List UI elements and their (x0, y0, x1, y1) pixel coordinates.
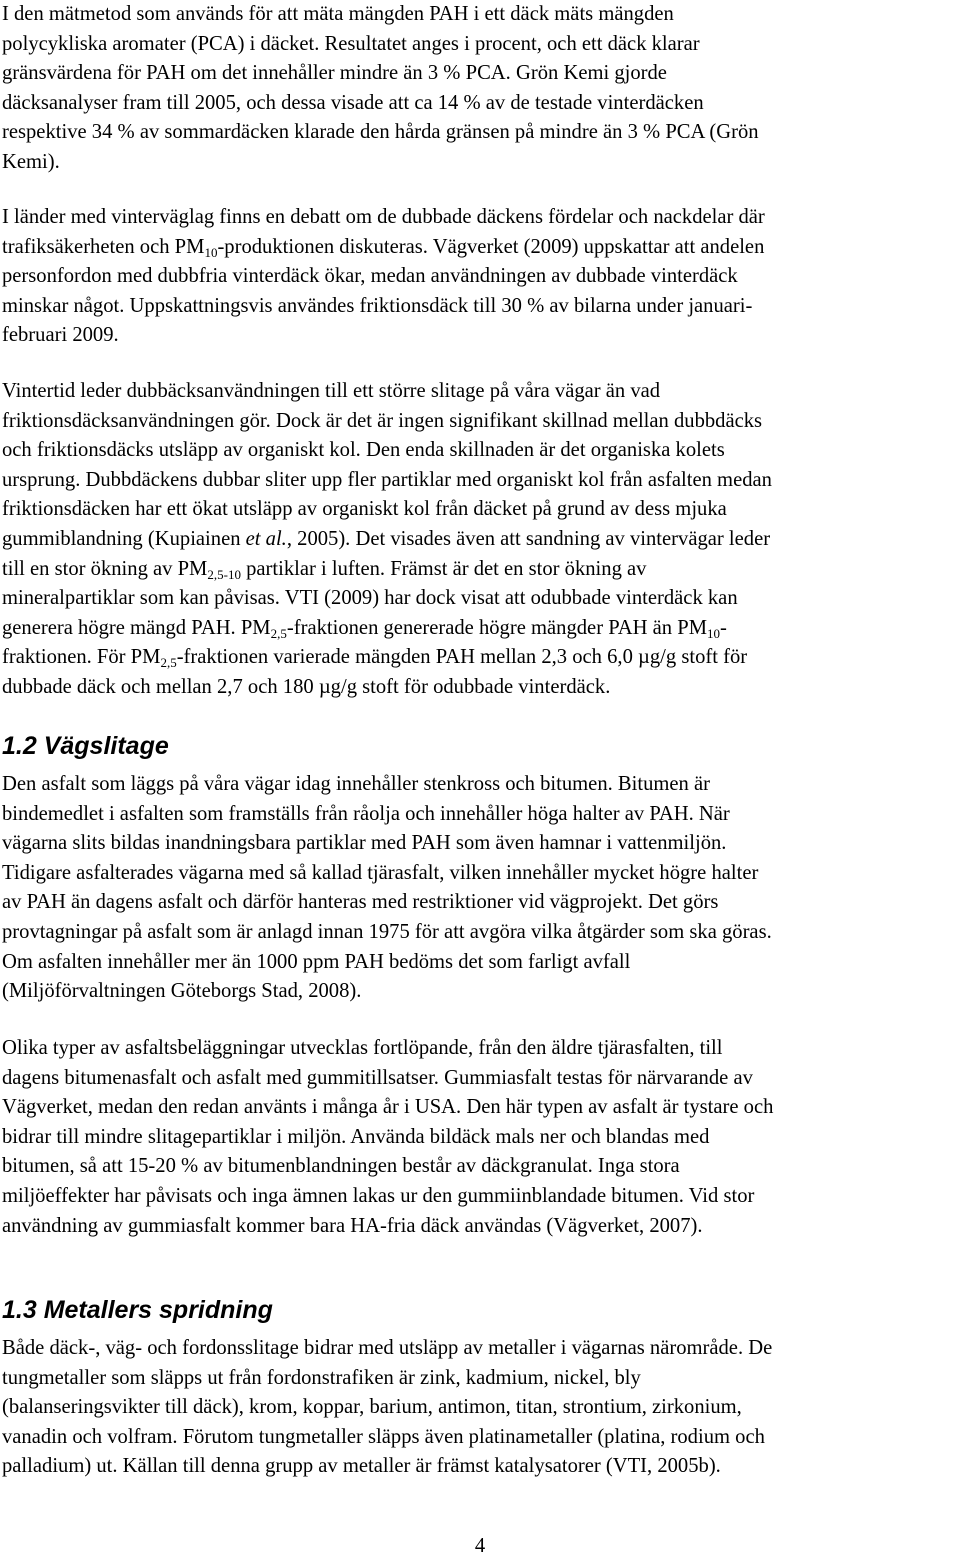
text-line: däcksanalyser fram till 2005, och dessa visade att ca 14 % av de testade vinterdäcken (2, 91, 704, 114)
text-line: användning av gummiasfalt kommer bara HA-fria däck användas (Vägverket, 2007). (2, 1214, 703, 1237)
section-heading-road-wear: 1.2 Vägslitage (2, 732, 169, 760)
text-line: (Miljöförvaltningen Göteborgs Stad, 2008). (2, 980, 362, 1003)
text-line: personfordon med dubbfria vinterdäck ökar, medan användningen av dubbade vinterdäck (2, 265, 738, 288)
italic-text: et al. (245, 527, 287, 550)
text-line: friktionsdäcken har ett ökat utsläpp av organiskt kol från däcket på grund av dess mjuka (2, 498, 727, 521)
text-line: Om asfalten innehåller mer än 1000 ppm PAH bedöms det som farligt avfall (2, 950, 631, 973)
text-segment: -fraktionen varierade mängden PAH mellan 2,3 och 6,0 µg/g stoft för (176, 646, 748, 669)
text-segment: fraktionen. För PM (2, 646, 161, 669)
paragraph-asphalt (2, 770, 958, 1007)
text-line: bitumen, så att 15-20 % av bitumenblandningen består av däckgranulat. Inga stora (2, 1155, 680, 1178)
paragraph-rubber-asphalt (2, 1034, 958, 1241)
text-line: februari 2009. (2, 324, 119, 347)
text-line: och friktionsdäcks utsläpp av organiskt kol. Den enda skillnaden är det organiska kolets (2, 439, 725, 462)
subscript: 10 (204, 244, 218, 260)
text-line: ursprung. Dubbdäckens dubbar sliter upp fler partiklar med organiskt kol från asfalten medan (2, 468, 772, 491)
text-segment: till en stor ökning av PM (2, 557, 208, 580)
text-line: Kemi). (2, 150, 60, 173)
paragraph-pah-measurement (2, 0, 958, 178)
text-line: bidrar till mindre slitagepartiklar i miljön. Använda bildäck mals ner och blandas med (2, 1125, 710, 1148)
section-heading-metals: 1.3 Metallers spridning (2, 1296, 273, 1324)
text-line (2, 643, 958, 673)
text-line: gränsvärdena för PAH om det innehåller mindre än 3 % PCA. Grön Kemi gjorde (2, 62, 667, 85)
text-line: Vägverket, medan den redan använts i många år i USA. Den här typen av asfalt är tystare och (2, 1096, 774, 1119)
page-number: 4 (474, 1535, 486, 1557)
text-segment: gummiblandning (Kupiainen (2, 527, 246, 550)
text-line: minskar något. Uppskattningsvis användes friktionsdäck till 30 % av bilarna under januari- (2, 294, 753, 317)
text-line: dubbade däck och mellan 2,7 och 180 µg/g stoft för odubbade vinterdäck. (2, 675, 611, 698)
text-line: bindemedlet i asfalten som framställs från råolja och innehåller höga halter av PAH. När (2, 802, 730, 825)
text-line: mineralpartiklar som kan påvisas. VTI (2009) har dock visat att odubbade vinterdäck kan (2, 587, 738, 610)
text-line: vanadin och volfram. Förutom tungmetaller släpps även platinametaller (platina, rodium och (2, 1425, 765, 1448)
text-line: Den asfalt som läggs på våra vägar idag innehåller stenkross och bitumen. Bitumen är (2, 773, 710, 795)
text-line: dagens bitumenasfalt och asfalt med gummitillsatser. Gummiasfalt testas för närvarande av (2, 1066, 753, 1089)
text-segment: partiklar i luften. Främst är det en stor ökning av (240, 557, 647, 580)
subscript: 2,5 (160, 655, 177, 671)
paragraph-metals-spread (2, 1334, 958, 1482)
text-line (2, 555, 958, 585)
text-line: polycykliska aromater (PCA) i däcket. Resultatet anges i procent, och ett däck klarar (2, 32, 700, 55)
text-segment: , 2005). Det visades även att sandning av vintervägar leder (286, 527, 771, 550)
text-segment: -produktionen diskuteras. Vägverket (2009) uppskattar att andelen (217, 235, 765, 258)
text-line: vägarna slits bildas inandningsbara partiklar med PAH som även hamnar i vattenmiljön. (2, 832, 727, 855)
paragraph-winter-wear (2, 377, 958, 703)
text-line: palladium) ut. Källan till denna grupp av metaller är främst katalysatorer (VTI, 2005b). (2, 1455, 721, 1478)
text-line (2, 525, 958, 555)
text-line: Olika typer av asfaltsbeläggningar utvecklas fortlöpande, från den äldre tjärasfalten, till (2, 1037, 723, 1059)
text-line: friktionsdäcksanvändningen gör. Dock är det är ingen signifikant skillnad mellan dubbdäcks (2, 409, 763, 432)
subscript: 2,5 (270, 625, 287, 641)
text-line: av PAH än dagens asfalt och därför hanteras med restriktioner vid vägprojekt. Det görs (2, 891, 719, 914)
subscript: 10 (707, 625, 721, 641)
text-segment: generera högre mängd PAH. PM (2, 616, 271, 639)
text-segment: trafiksäkerheten och PM (2, 235, 205, 258)
text-line: I den mätmetod som används för att mäta mängden PAH i ett däck mäts mängden (2, 3, 674, 25)
text-line: I länder med vinterväglag finns en debatt om de dubbade däckens fördelar och nackdelar där (2, 206, 765, 228)
text-line: tungmetaller som släpps ut från fordonstrafiken är zink, kadmium, nickel, bly (2, 1366, 641, 1389)
text-line: (balanseringsvikter till däck), krom, koppar, barium, antimon, titan, strontium, zirkonium, (2, 1396, 742, 1419)
text-line: provtagningar på asfalt som är anlagd innan 1975 för att avgöra vilka åtgärder som ska göras. (2, 920, 772, 943)
text-line: respektive 34 % av sommardäcken klarade den hårda gränsen på mindre än 3 % PCA (Grön (2, 121, 759, 144)
subscript: 2,5-10 (207, 566, 241, 582)
text-line: miljöeffekter har påvisats och inga ämnen lakas ur den gummiinblandade bitumen. Vid stor (2, 1184, 755, 1207)
text-line: Både däck-, väg- och fordonsslitage bidrar med utsläpp av metaller i vägarnas närområde. De (2, 1337, 773, 1359)
paragraph-studded-tyres-debate (2, 203, 958, 351)
text-line: Tidigare asfalterades vägarna med så kallad tjärasfalt, vilken innehåller mycket högre halter (2, 861, 759, 884)
text-line (2, 233, 958, 263)
text-line: Vintertid leder dubbäcksanvändningen till ett större slitage på våra vägar än vad (2, 380, 661, 402)
text-segment: - (720, 616, 727, 639)
text-segment: -fraktionen genererade högre mängder PAH än PM (286, 616, 708, 639)
text-line (2, 614, 958, 644)
